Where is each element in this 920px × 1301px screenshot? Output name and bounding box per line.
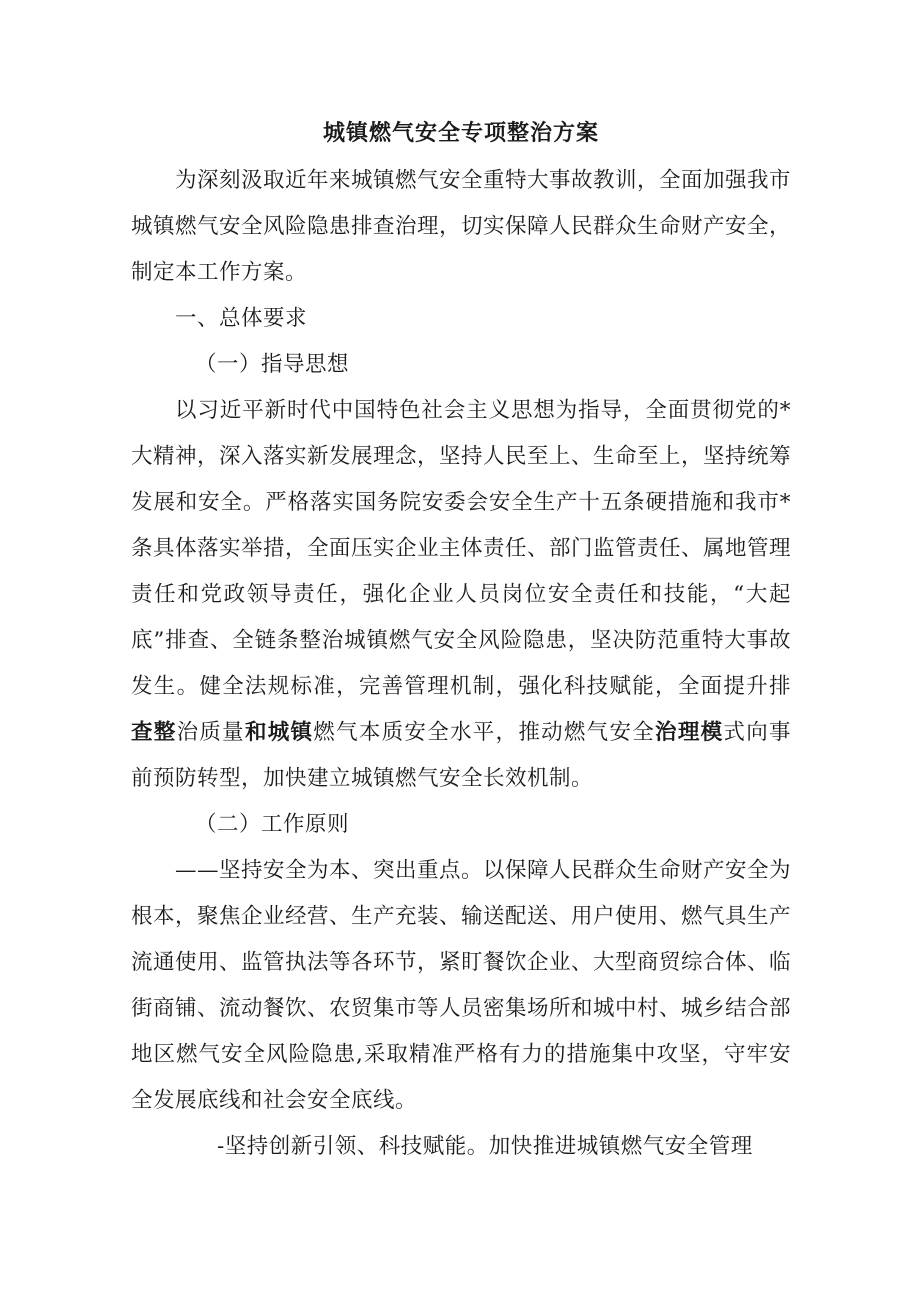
guiding-ideology-bold-2: 和城镇 [244,720,314,745]
subsection-heading-guiding-ideology: （一）指导思想 [195,352,350,377]
guiding-ideology-paragraph [131,388,791,802]
section-heading-general-requirements: 一、总体要求 [175,306,308,331]
intro-paragraph: 为深刻汲取近年来城镇燃气安全重特大事故教训，全面加强我市城镇燃气安全风险隐患排查治理，切实保障人民群众生命财产安全，制定本工作方案。 [131,168,792,285]
guiding-ideology-text-3: 燃气本质安全水平，推动燃气安全 [313,720,656,745]
document-title: 城镇燃气安全专项整治方案 [322,120,599,146]
principle-paragraph-innovation: -坚持创新引领、科技赋能。加快推进城镇燃气安全管理 [217,1134,753,1159]
document-body [131,118,791,1170]
principle-paragraph-safety: ——坚持安全为本、突出重点。以保障人民群众生命财产安全为根本，聚焦企业经营、生产充装、输送配送、用户使用、燃气具生产流通使用、监管执法等各环节，紧盯餐饮企业、大型商贸综合体、临街商铺、流动餐饮、农贸集市等人员密集场所和城中村、城乡结合部地区燃气安全风险隐患,采取精准严格有力的措施集中攻坚，守牢安全发展底线和社会安全底线。 [131,858,792,1113]
guiding-ideology-text-4: 式向事前预防转型，加快建立城镇燃气安全长效机制。 [131,720,791,791]
subsection-heading-working-principles: （二）工作原则 [195,812,350,837]
guiding-ideology-text-1: 以习近平新时代中国特色社会主义思想为指导，全面贯彻党的*大精神，深入落实新发展理念，坚持人民至上、生命至上，坚持统筹发展和安全。严格落实国务院安委会安全生产十五条硬措施和我市*条具体落实举措，全面压实企业主体责任、部门监管责任、属地管理责任和党政领导责任，强化企业人员岗位安全责任和技能，“大起底”排查、全链条整治城镇燃气安全风险隐患，坚决防范重特大事故发生。健全法规标准，完善管理机制，强化科技赋能，全面提升排 [131,398,792,699]
guiding-ideology-bold-1: 查整 [131,720,177,745]
guiding-ideology-bold-3: 治理模 [655,720,724,745]
guiding-ideology-text-2: 治质量 [176,720,245,745]
